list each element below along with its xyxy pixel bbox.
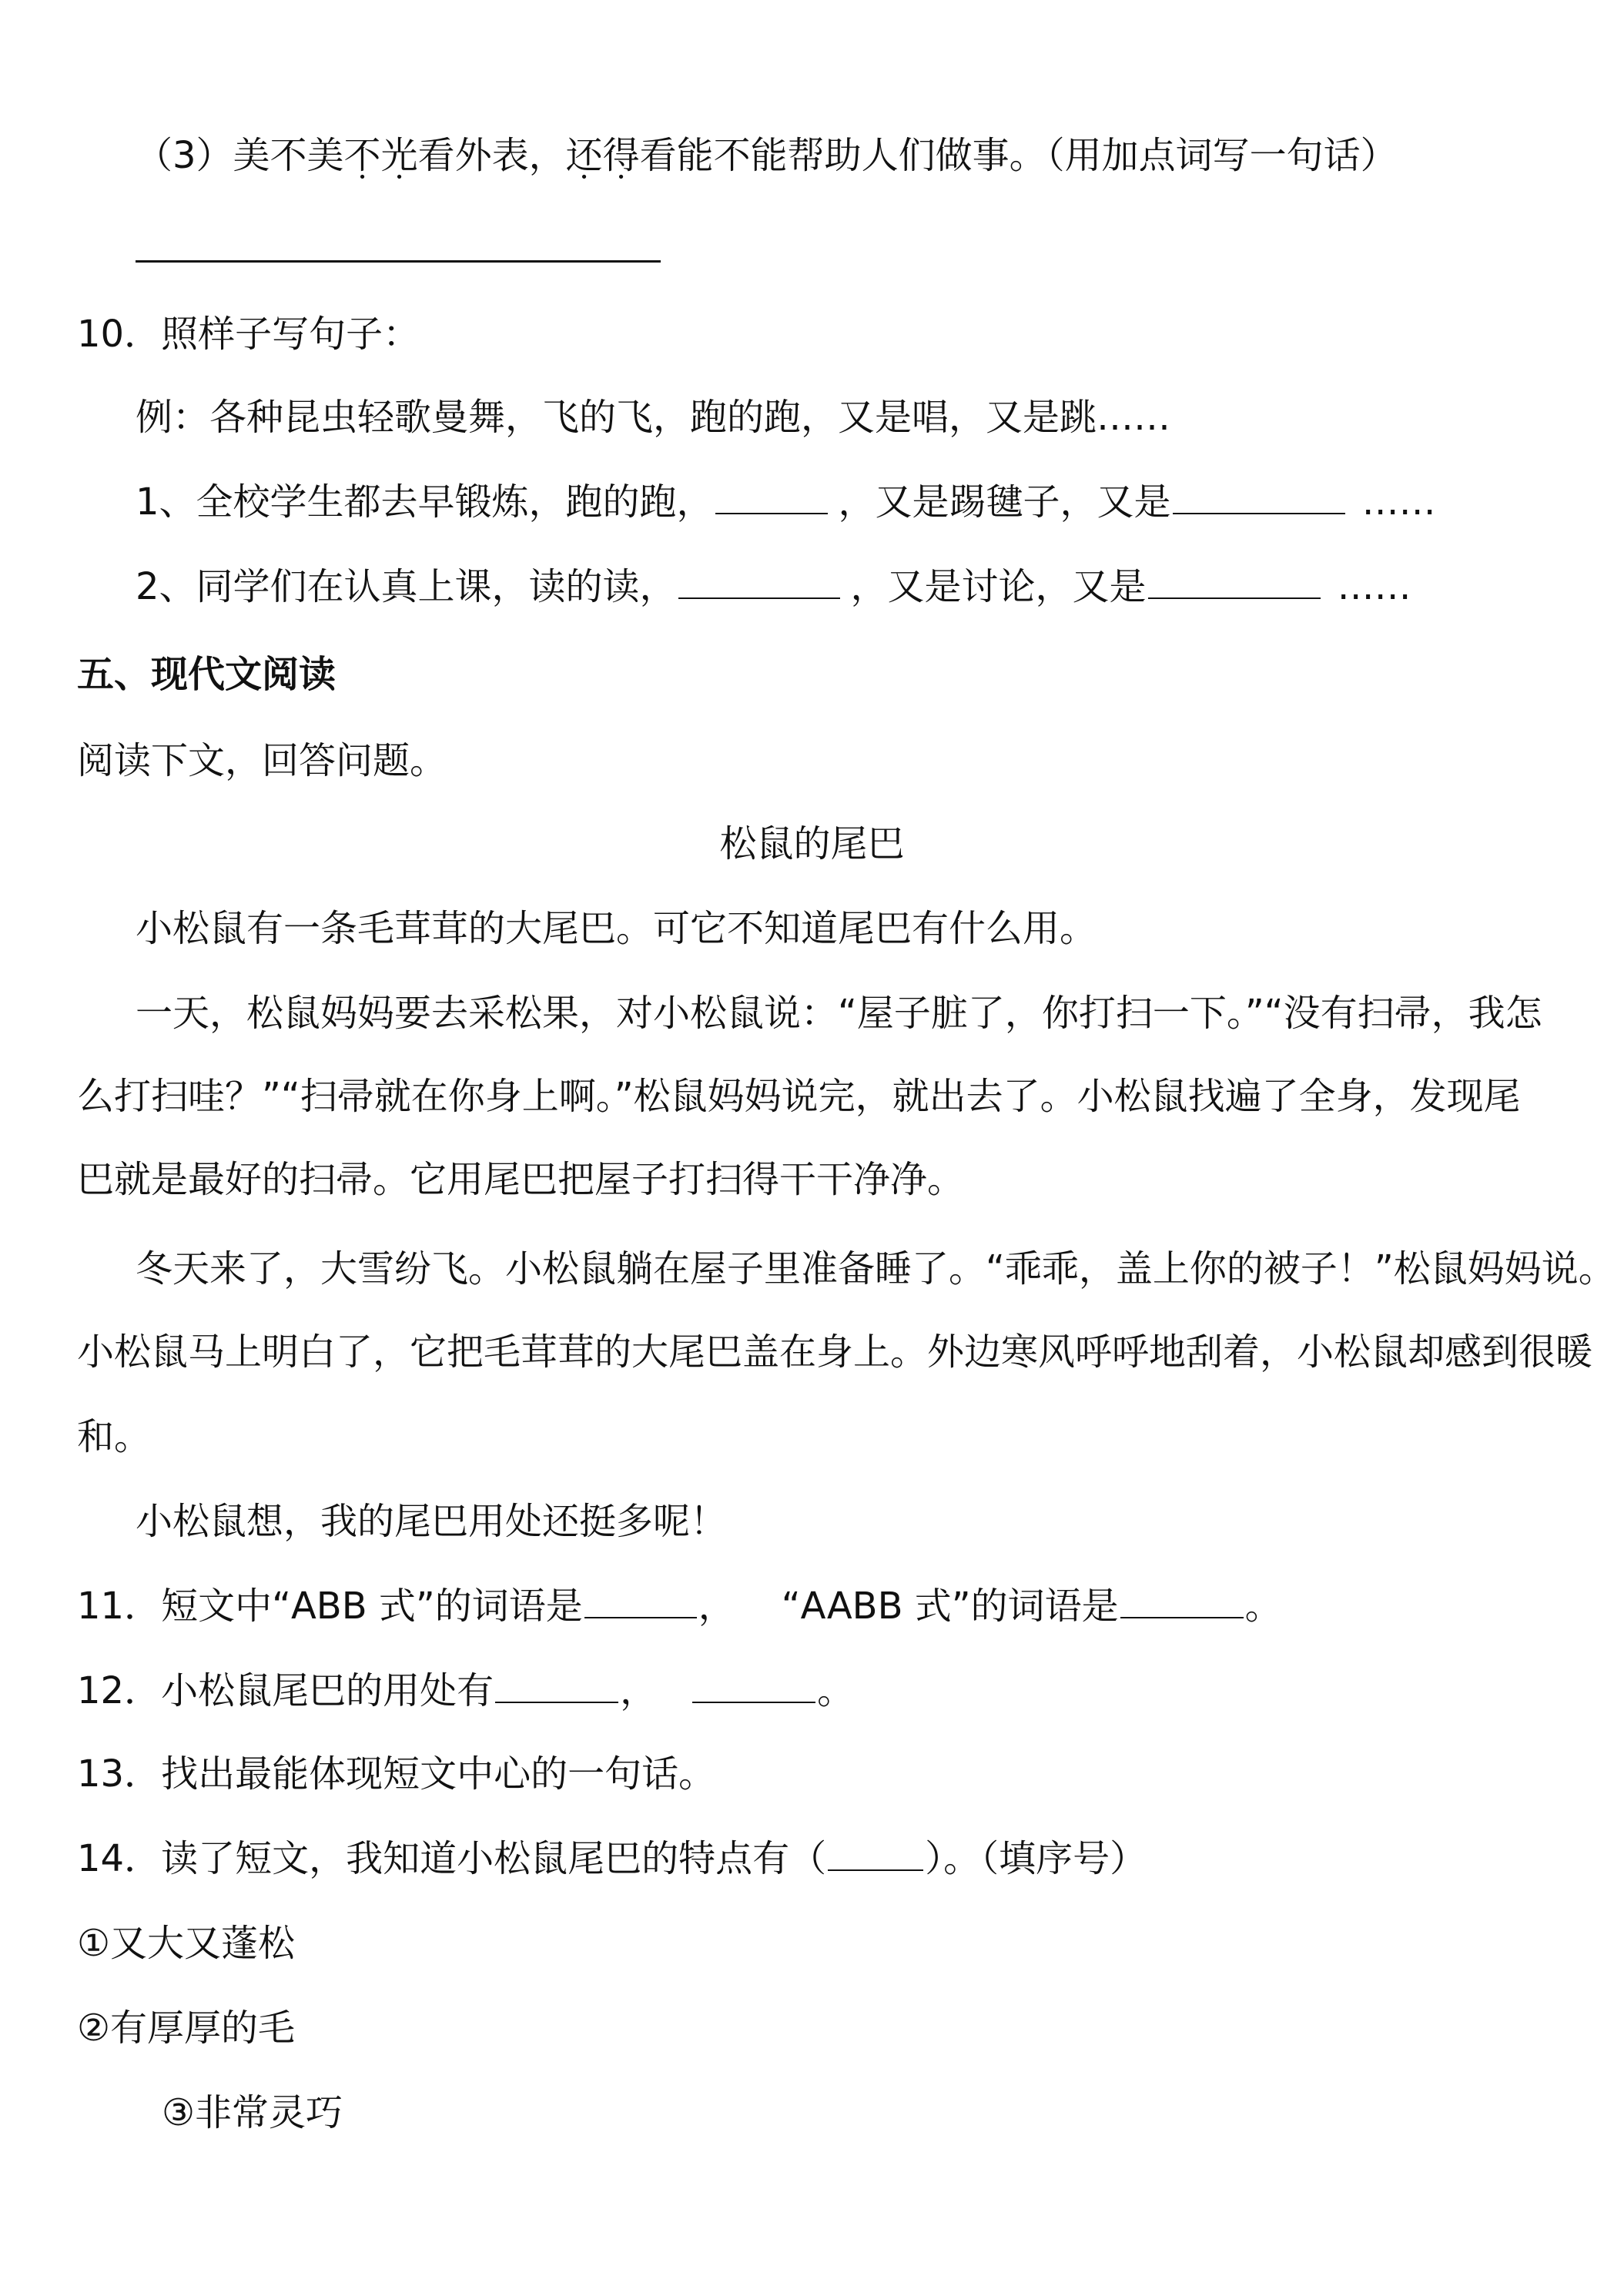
passage-title: 松鼠的尾巴 xyxy=(719,822,905,865)
option-3: ③非常灵巧 xyxy=(162,2091,343,2134)
answer-blank[interactable] xyxy=(1120,1583,1244,1618)
q14-part-a: 14．读了短文，我知道小松鼠尾巴的特点有（ xyxy=(77,1837,827,1880)
q10-s2-part-c: …… xyxy=(1337,565,1411,608)
option-1: ①又大又蓬松 xyxy=(77,1922,296,1965)
q9-3-answer-line[interactable] xyxy=(136,260,661,263)
section-5-heading: 五、现代文阅读 xyxy=(77,653,337,696)
q11-part-d: 。 xyxy=(1244,1585,1282,1628)
answer-blank[interactable] xyxy=(715,479,828,514)
passage-paragraph-2-line-2: 么打扫哇？”“扫帚就在你身上啊。”松鼠妈妈说完，就出去了。小松鼠找遍了全身，发现尾 xyxy=(77,1075,1521,1118)
answer-blank[interactable] xyxy=(584,1583,697,1618)
reading-instruction: 阅读下文，回答问题。 xyxy=(77,739,447,782)
passage-paragraph-2-line-1: 一天，松鼠妈妈要去采松果，对小松鼠说：“屋子脏了，你打扫一下。”“没有扫帚，我怎 xyxy=(136,992,1542,1035)
passage-paragraph-3-line-2: 小松鼠马上明白了，它把毛茸茸的大尾巴盖在身上。外边寒风呼呼地刮着，小松鼠却感到很暖 xyxy=(77,1330,1593,1374)
answer-blank[interactable] xyxy=(1148,564,1321,599)
q12-part-b: ， xyxy=(620,1669,658,1712)
q11-part-b: ， xyxy=(698,1585,735,1628)
passage-paragraph-3-line-1: 冬天来了，大雪纷飞。小松鼠躺在屋子里准备睡了。“乖乖，盖上你的被子！”松鼠妈妈说。 xyxy=(136,1247,1616,1290)
passage-paragraph-1: 小松鼠有一条毛茸茸的大尾巴。可它不知道尾巴有什么用。 xyxy=(136,907,1097,950)
answer-blank[interactable] xyxy=(495,1668,618,1703)
q10-s1-part-c: …… xyxy=(1361,480,1436,524)
dotted-char-3: 还 xyxy=(565,134,603,177)
dotted-char-2: 光 xyxy=(380,134,418,177)
q11 xyxy=(77,1583,1282,1629)
q10-s1-part-a: 1、全校学生都去早锻炼，跑的跑， xyxy=(136,480,714,524)
q10-s2-part-a: 2、同学们在认真上课，读的读， xyxy=(136,565,677,608)
q11-part-c: “AABB 式”的词语是 xyxy=(781,1585,1119,1628)
q10-sentence-2 xyxy=(136,564,1411,610)
q9-3-prefix: （3）美不美 xyxy=(136,134,344,177)
passage-paragraph-3-line-3: 和。 xyxy=(77,1415,152,1458)
q13: 13．找出最能体现短文中心的一句话。 xyxy=(77,1752,716,1796)
dotted-char-1: 不 xyxy=(343,134,381,177)
q10-s1-part-b: ，又是踢毽子，又是 xyxy=(838,480,1171,524)
q12-part-c: 。 xyxy=(817,1669,855,1712)
answer-blank[interactable] xyxy=(692,1668,815,1703)
q12 xyxy=(77,1668,854,1714)
q9-3-mid: 看外表， xyxy=(417,134,566,177)
answer-blank[interactable] xyxy=(828,1836,923,1871)
q14-part-b: ）。（填序号） xyxy=(925,1837,1147,1880)
option-2: ②有厚厚的毛 xyxy=(77,2006,296,2050)
q11-part-a: 11．短文中“ABB 式”的词语是 xyxy=(77,1585,583,1628)
q10-s2-part-b: ，又是讨论，又是 xyxy=(850,565,1147,608)
passage-paragraph-2-line-3: 巴就是最好的扫帚。它用尾巴把屋子打扫得干干净净。 xyxy=(77,1158,965,1201)
q14 xyxy=(77,1836,1147,1882)
q10-example: 例：各种昆虫轻歌曼舞，飞的飞，跑的跑，又是唱，又是跳…… xyxy=(136,396,1171,439)
passage-paragraph-4: 小松鼠想，我的尾巴用处还挺多呢！ xyxy=(136,1500,728,1543)
answer-blank[interactable] xyxy=(1173,479,1345,514)
q12-part-a: 12．小松鼠尾巴的用处有 xyxy=(77,1669,494,1712)
dotted-char-4: 得 xyxy=(602,134,640,177)
q9-3-line xyxy=(136,132,1398,179)
q10-title: 10．照样子写句子： xyxy=(77,313,420,356)
q9-3-suffix: 看能不能帮助人们做事。（用加点词写一句话） xyxy=(639,134,1398,177)
q10-sentence-1 xyxy=(136,479,1436,525)
answer-blank[interactable] xyxy=(678,564,840,599)
